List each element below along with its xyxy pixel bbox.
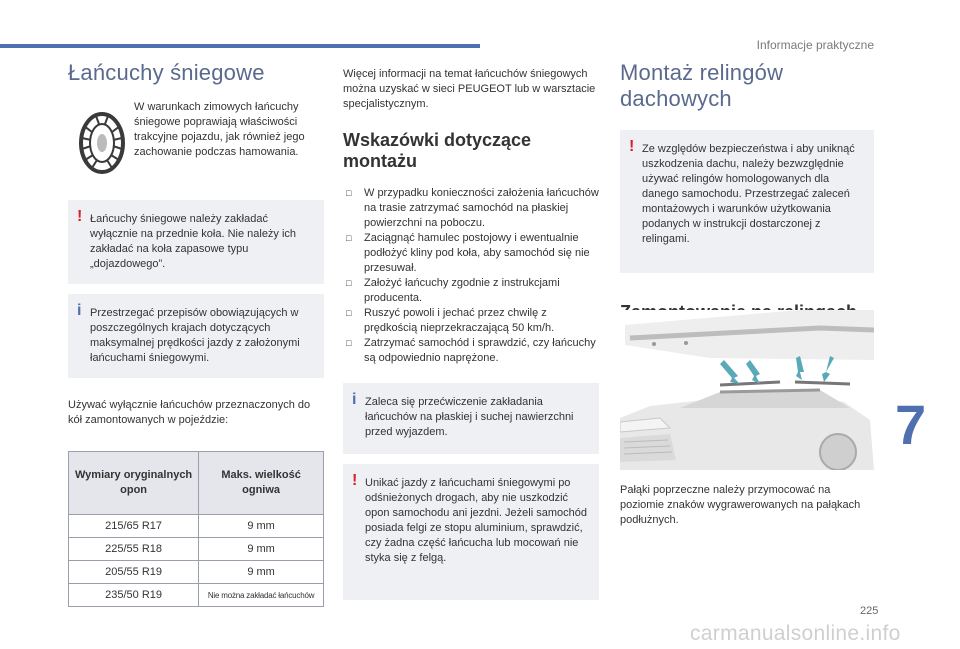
table-header-tire-size: Wymiary oryginalnych opon [69,452,199,515]
checkbox-bullet-icon: □ [346,308,352,318]
table-cell: 9 mm [199,515,324,538]
table-cell: 215/65 R17 [69,515,199,538]
list-item-text: Zaciągnąć hamulec postojowy i ewentualnie podłożyć kliny pod koła, aby samochód się nie przesuwał. [364,232,590,274]
snow-chains-intro-block [68,100,324,190]
warning-note-alloy-rims [343,464,599,600]
table-row [69,584,324,607]
list-item [343,306,599,336]
table-cell: 205/55 R19 [69,561,199,584]
list-item [343,186,599,231]
installation-steps-list [343,186,599,366]
more-info-paragraph: Więcej informacji na temat łańcuchów śniegowych można uzyskać w sieci PEUGEOT lub w warsztacie specjalistycznym. [343,68,596,110]
snow-chains-intro: W warunkach zimowych łańcuchy śniegowe poprawiają właściwości trakcyjne pojazdu, jak również jego zachowanie podczas hamowania. [134,101,305,158]
list-item [343,231,599,276]
warning-note-front-wheels [68,200,324,284]
table-row [69,515,324,538]
snow-chains-title: Łańcuchy śniegowe [68,60,265,85]
car-roof-rails-illustration [620,310,874,470]
column-installation-tips [343,67,599,600]
list-item-text: W przypadku konieczności założenia łańcuchów na trasie zatrzymać samochód na płaskiej powierzchni na poboczu. [364,187,599,229]
chain-size-table [68,451,324,607]
page-number: 225 [860,605,879,617]
table-header-row [69,452,324,515]
list-item-text: Zatrzymać samochód i sprawdzić, czy łańcuchy są odpowiednio naprężone. [364,337,596,364]
column-roof-bars [620,60,874,323]
list-item-text: Ruszyć powoli i jechać przez chwilę z prędkością nieprzekraczającą 50 km/h. [364,307,555,334]
section-label: Informacje praktyczne [756,38,874,52]
info-note-practice [343,383,599,454]
warning-text: Ze względów bezpieczeństwa i aby uniknąć uszkodzenia dachu, należy bezwzględnie używać relingów homologowanych dla danego samochodu. Przestrzegać zaleceń montażowych i warunków użytkowania podanych w instrukcji dostarczonej z relingami. [642,143,855,245]
table-row [69,538,324,561]
table-cell: 235/50 R19 [69,584,199,607]
snow-chain-icon [78,112,126,174]
table-cell: Nie można zakładać łańcuchów [199,584,324,607]
warning-icon: ! [352,472,358,489]
list-item [343,276,599,306]
checkbox-bullet-icon: □ [346,338,352,348]
list-item-text: Założyć łańcuchy zgodnie z instrukcjami producenta. [364,277,560,304]
table-cell: 9 mm [199,538,324,561]
checkbox-bullet-icon: □ [346,188,352,198]
warning-icon: ! [77,208,83,225]
roof-bars-title: Montaż relingów dachowych [620,60,784,111]
table-header-link-size: Maks. wielkość ogniwa [199,452,324,515]
warning-text: Łańcuchy śniegowe należy zakładać wyłącznie na przednie koła. Nie należy ich zakładać na koła zapasowe typu „dojazdowego”. [90,213,297,270]
header-accent-bar [0,44,480,48]
installation-tips-title: Wskazówki dotyczące montażu [343,130,532,171]
chains-paragraph: Używać wyłącznie łańcuchów przeznaczonych do kół zamontowanych w pojeździe: [68,399,311,426]
info-icon: i [77,302,82,319]
warning-icon: ! [629,138,635,155]
table-row [69,561,324,584]
info-note-speed-regulations [68,294,324,378]
checkbox-bullet-icon: □ [346,278,352,288]
info-text: Przestrzegać przepisów obowiązujących w poszczególnych krajach dotyczących maksymalnej prędkości jazdy z założonymi łańcuchami śniegowymi. [90,307,300,364]
column-snow-chains [68,60,324,607]
table-cell: 9 mm [199,561,324,584]
info-text: Zaleca się przećwiczenie zakładania łańcuchów na płaskiej i suchej nawierzchni przed wyjazdem. [365,396,574,438]
list-item [343,336,599,366]
roof-bars-caption: Pałąki poprzeczne należy przymocować na poziomie znaków wygrawerowanych na pałąkach podłużnych. [620,484,861,526]
checkbox-bullet-icon: □ [346,233,352,243]
info-icon: i [352,391,357,408]
warning-text: Unikać jazdy z łańcuchami śniegowymi po odśnieżonych drogach, aby nie uszkodzić opon samochodu ani jezdni. Jeżeli samochód posiada felgi ze stopu aluminium, sprawdzić, czy żadna część łańcucha lub mocowań nie styka się z felgą. [365,477,587,564]
chapter-number: 7 [895,393,927,456]
watermark: carmanualsonline.info [690,622,901,645]
table-cell: 225/55 R18 [69,538,199,561]
warning-note-roof-bars [620,130,874,273]
